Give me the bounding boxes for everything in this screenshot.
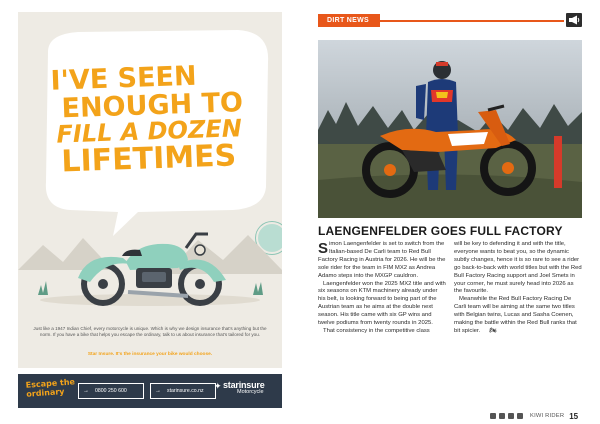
paragraph-4: Meanwhile the Red Bull Factory Racing De Carli team will be aiming at the same two titles with Belgian twins, Lucas and Sasha Coenen, making the battle within the Red Bull ranks that bit spicier.	[454, 296, 577, 334]
article-page	[300, 0, 600, 424]
advert-slogan: Star Insure. It's the insurance your bike would choose.	[87, 352, 213, 357]
brand-name: starinsure	[223, 380, 265, 390]
arrow-right-icon: →	[155, 388, 161, 394]
arrow-right-icon: →	[83, 388, 89, 394]
facebook-icon[interactable]	[490, 413, 496, 419]
article-column-2	[454, 241, 582, 336]
section-label: DIRT NEWS	[318, 14, 380, 27]
article-body	[318, 241, 582, 336]
headline-line-1: I'VE SEEN	[50, 60, 198, 97]
motorcycle-end-mark-icon: 🏍	[489, 327, 497, 334]
instagram-icon[interactable]	[499, 413, 505, 419]
starinsure-logo	[214, 380, 265, 395]
page-number: 15	[569, 411, 579, 421]
motorcycle-illustration	[18, 200, 282, 320]
website-box[interactable]	[150, 383, 216, 399]
phone-box[interactable]	[78, 383, 144, 399]
article-title: LAENGENFELDER GOES FULL FACTORY	[318, 224, 563, 238]
rider-with-motocross-bike-photo	[318, 40, 582, 218]
escape-the-ordinary-logo	[25, 377, 75, 398]
phone-number: 0800 250 600	[95, 388, 127, 394]
headline-line-3: FILL A DOZEN	[55, 114, 243, 149]
paragraph-2: Laengenfelder won the 2025 MX2 title and with six seasons on KTM machinery already under his belt, is looking forward to being part of the Austrian team as he aims at the double next season. His title came with six GP wins and twelve podiums from twenty rounds in 2025.	[318, 280, 446, 327]
escape-line-2: ordinary	[26, 387, 65, 399]
twitter-icon[interactable]	[508, 413, 514, 419]
drop-cap: S	[318, 240, 329, 257]
paragraph-1: imon Laengenfelder is set to switch from the Italian-based De Carli team to Red Bull Factory Racing in Austria for 2026. He will be the sole rider for the team in FIM MX2 as Andrea Adamo steps into the MXGP cauldron.	[318, 241, 446, 279]
section-rule	[380, 20, 564, 22]
article-column-1	[318, 241, 446, 336]
page-footer	[490, 410, 600, 422]
megaphone-icon	[566, 13, 582, 27]
website-url: starinsure.co.nz	[167, 388, 204, 394]
star-icon: ✦	[214, 381, 222, 391]
advert-body-text: Just like a 1947 Indian Chief, every motorcycle is unique. Which is why we design insurance that's anything but the norm. If you have a bike that helps you escape the ordinary, talk to us about insurance that's tailored for you.	[33, 326, 267, 338]
advert-headline	[50, 60, 269, 178]
youtube-icon[interactable]	[517, 413, 523, 419]
advert-footer-bar	[18, 374, 282, 408]
headline-line-2: ENOUGH TO	[61, 86, 244, 124]
magazine-name: KIWI RIDER	[530, 413, 565, 419]
headline-line-4: LIFETIMES	[60, 137, 237, 179]
paragraph-3-continued: will be key to defending it and with the title, everyone wants to beat you, so the dynamic subtly changes, hence it is so rare to see a rider go back-to-back with world titles but with the Red Bull Factory Racing support and Joel Smets in your corner, he must surely head into 2026 as the favourite.	[454, 241, 582, 295]
brand-subtitle: Motorcycle	[237, 389, 264, 395]
paragraph-3: That consistency in the competitive class	[323, 327, 430, 334]
escape-line-1: Escape the	[25, 377, 76, 390]
